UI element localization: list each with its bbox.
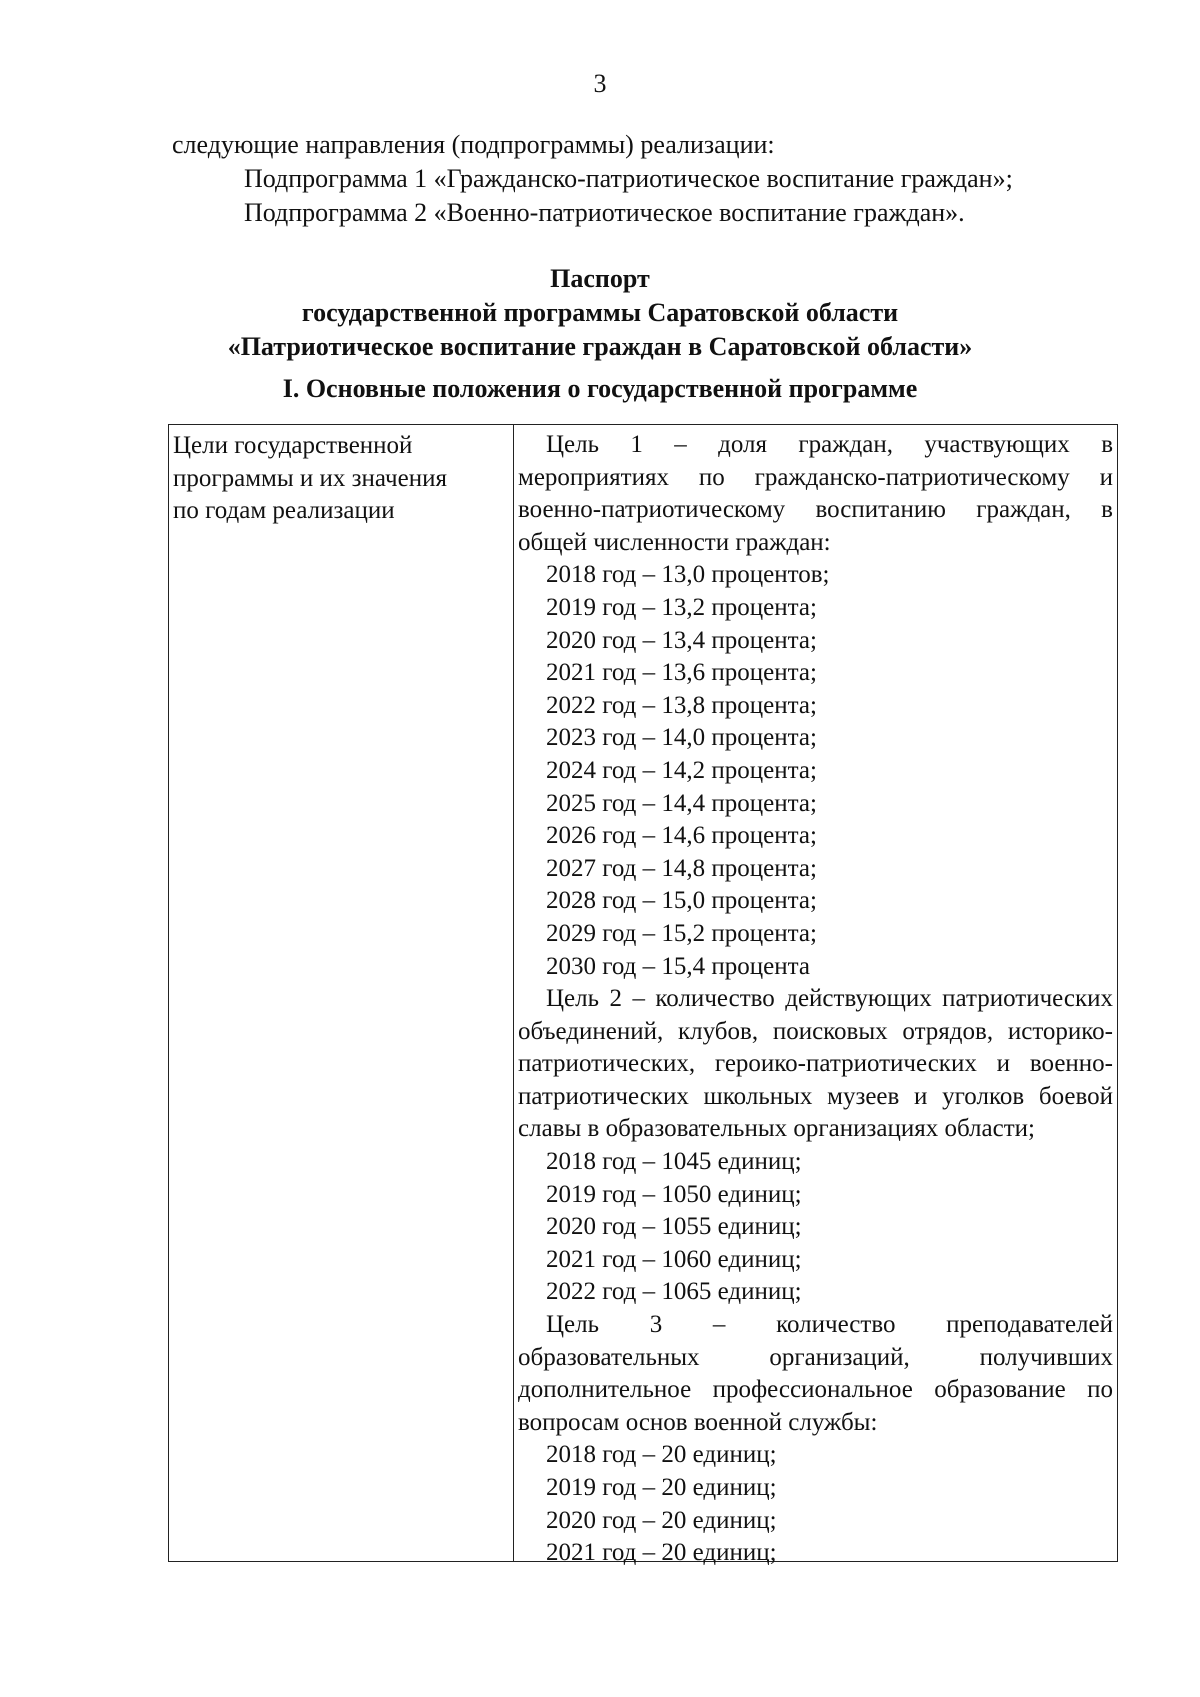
- goal-1-value: 2030 год – 15,4 процента: [546, 952, 810, 980]
- goal-1-value: 2018 год – 13,0 процентов;: [546, 561, 830, 589]
- subprogram-1: Подпрограмма 1 «Гражданско-патриотическое воспитание граждан»;: [244, 164, 1013, 193]
- goal-1-value: 2027 год – 14,8 процента;: [546, 854, 817, 882]
- goal-1-value: 2023 год – 14,0 процента;: [546, 724, 817, 752]
- goal-1-value: 2025 год – 14,4 процента;: [546, 789, 817, 817]
- left-label-line: по годам реализации: [173, 497, 395, 524]
- goal-1-value: 2022 год – 13,8 процента;: [546, 691, 817, 719]
- goal-3-value: 2018 год – 20 единиц;: [546, 1441, 777, 1469]
- table-left-cell: [169, 425, 514, 1561]
- intro-text: [172, 128, 1132, 230]
- goal-1-value: 2024 год – 14,2 процента;: [546, 756, 817, 784]
- goal-2-value: 2018 год – 1045 единиц;: [546, 1148, 802, 1176]
- program-table: [168, 424, 1118, 1567]
- goal-2-value: 2020 год – 1055 единиц;: [546, 1213, 802, 1241]
- goal-1-value: 2026 год – 14,6 процента;: [546, 822, 817, 850]
- page-number: 3: [593, 69, 607, 98]
- goal-3-value: 2021 год – 20 единиц;: [546, 1539, 777, 1567]
- goal-2-value: 2021 год – 1060 единиц;: [546, 1245, 802, 1273]
- goal-1-value: 2029 год – 15,2 процента;: [546, 919, 817, 947]
- goal-2-value: 2022 год – 1065 единиц;: [546, 1278, 802, 1306]
- goal-1-text: Цель 1 – доля граждан, участвующих в мероприятиях по гражданско-патриотическому и военно-патриотическому воспитанию граждан, в общей численности граждан:: [518, 431, 1113, 556]
- intro-line: следующие направления (подпрограммы) реализации:: [172, 130, 775, 159]
- goal-2-text: Цель 2 – количество действующих патриотических объединений, клубов, поисковых отрядов, историко-патриотических, героико-патриотических и военно-патриотических школьных музеев и уголков боевой славы в образовательных организациях области;: [518, 985, 1113, 1143]
- left-label-line: Цели государственной: [173, 432, 413, 459]
- passport-subtitle-2: «Патриотическое воспитание граждан в Саратовской области»: [227, 332, 973, 361]
- goal-1-value: 2020 год – 13,4 процента;: [546, 626, 817, 654]
- passport-title: Паспорт: [550, 264, 650, 293]
- section-heading: I. Основные положения о государственной программе: [282, 374, 918, 403]
- passport-title-block: [0, 262, 1200, 364]
- subprogram-2: Подпрограмма 2 «Военно-патриотическое воспитание граждан».: [244, 198, 965, 227]
- goal-1-value: 2028 год – 15,0 процента;: [546, 887, 817, 915]
- passport-subtitle-1: государственной программы Саратовской области: [301, 298, 899, 327]
- left-label-line: программы и их значения: [173, 464, 447, 492]
- goal-3-text: Цель 3 – количество преподавателей образовательных организаций, получивших дополнительное профессиональное образование по вопросам основ военной службы:: [518, 1311, 1113, 1436]
- table-right-cell: [514, 425, 1117, 1567]
- goal-2-value: 2019 год – 1050 единиц;: [546, 1180, 802, 1208]
- goal-1-value: 2021 год – 13,6 процента;: [546, 659, 817, 687]
- goal-3-value: 2019 год – 20 единиц;: [546, 1474, 777, 1501]
- goal-3-value: 2020 год – 20 единиц;: [546, 1506, 777, 1534]
- goal-1-value: 2019 год – 13,2 процента;: [546, 593, 817, 621]
